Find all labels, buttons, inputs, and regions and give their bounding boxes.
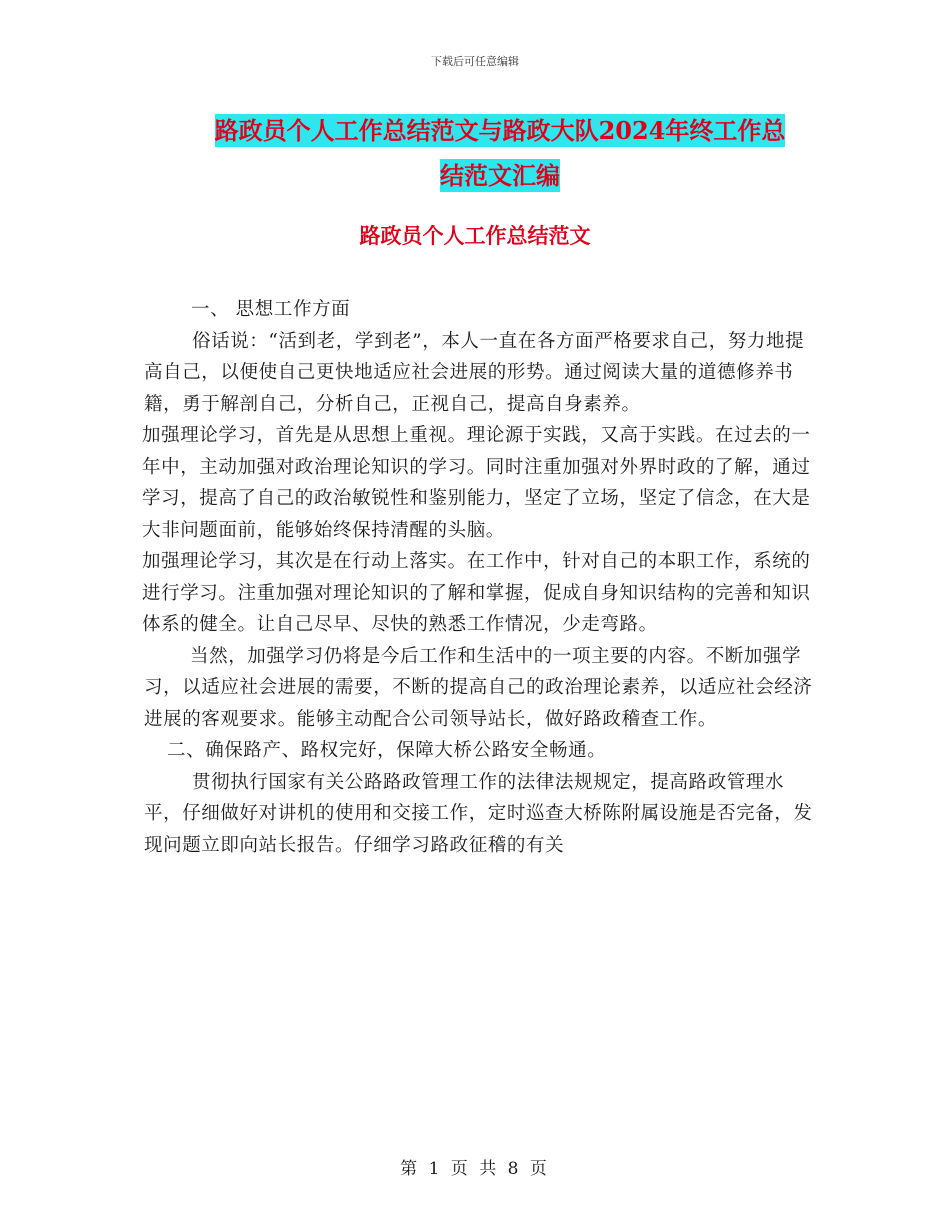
paragraph-heading-2: 二、确保路产、路权完好，保障大桥公路安全畅通。 [167,740,607,761]
title-line-1: 路政员个人工作总结范文与路政大队2024年终工作总 [214,116,786,145]
page-footer: 第 1 页 共 8 页 [400,1159,550,1179]
paragraph: 贯彻执行国家有关公路路政管理工作的法律法规规定，提高路政管理水平，仔细做好对讲机的使用和交接工作，定时巡查大桥陈附属设施是否完备，发现问题立即向站长报告。仔细学习路政征稽的有关 [144,771,813,856]
paragraph: 当然，加强学习仍将是今后工作和生活中的一项主要的内容。不断加强学习，以适应社会进展的需要，不断的提高自己的政治理论素养，以适应社会经济进展的客观要求。能够主动配合公司领导站长，做好路政稽查工作。 [144,645,813,730]
paragraph: 俗话说：“活到老，学到老”，本人一直在各方面严格要求自己，努力地提高自己，以便使自己更快地适应社会进展的形势。通过阅读大量的道德修养书籍，勇于解剖自己，分析自己，正视自己，提高自身素养。 [144,330,805,415]
header-note: 下载后可任意编辑 [431,55,519,68]
document-title [140,108,860,198]
paragraph-heading-1: 一、 思想工作方面 [191,299,351,320]
body-text [144,294,819,861]
title-line-2: 结范文汇编 [440,161,560,190]
paragraph: 加强理论学习，其次是在行动上落实。在工作中，针对自己的本职工作，系统的进行学习。注重加强对理论知识的了解和掌握，促成自身知识结构的完善和知识体系的健全。让自己尽早、尽快的熟悉工作情况，少走弯路。 [142,551,811,635]
paragraph: 加强理论学习，首先是从思想上重视。理论源于实践，又高于实践。在过去的一年中，主动加强对政治理论知识的学习。同时注重加强对外界时政的了解，通过学习，提高了自己的政治敏锐性和鉴别能力，坚定了立场，坚定了信念，在大是大非问题面前，能够始终保持清醒的头脑。 [142,425,811,541]
section-title: 路政员个人工作总结范文 [359,223,591,248]
